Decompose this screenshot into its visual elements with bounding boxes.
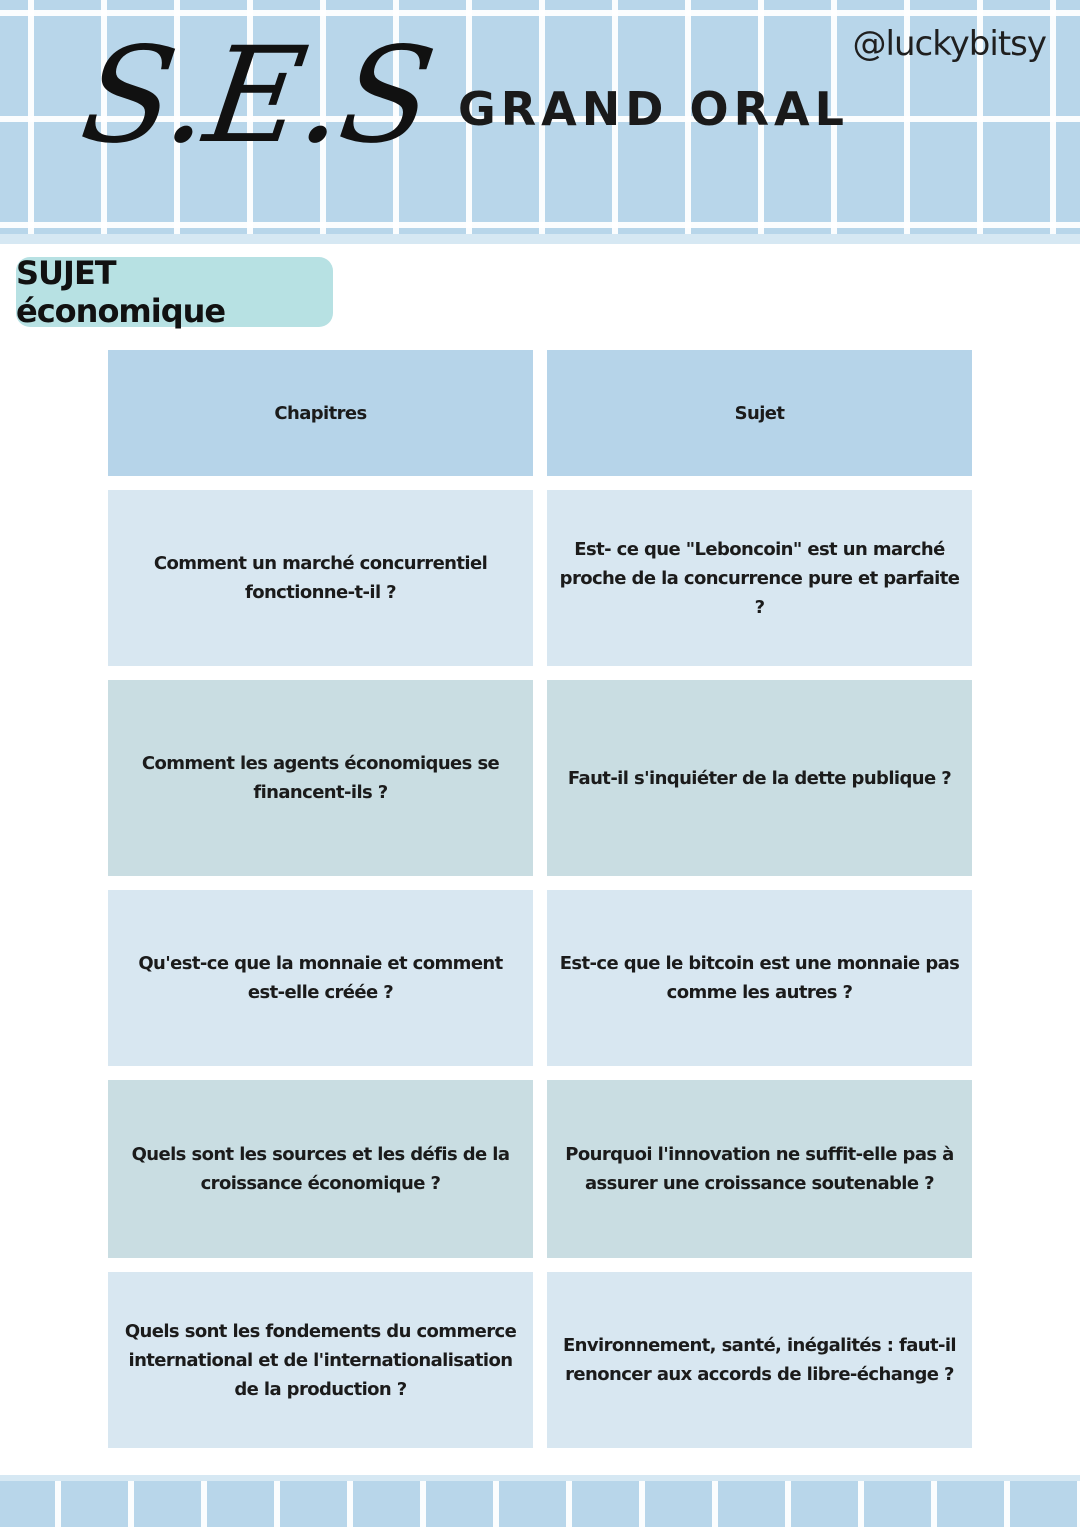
table-header-row <box>108 350 972 476</box>
table-row <box>108 1272 972 1448</box>
chapter-cell: Comment les agents économiques se financent-ils ? <box>108 680 533 876</box>
author-handle: @luckybitsy <box>852 24 1046 64</box>
subject-cell: Faut-il s'inquiéter de la dette publique ? <box>547 680 972 876</box>
chapter-cell: Qu'est-ce que la monnaie et comment est-elle créée ? <box>108 890 533 1066</box>
column-header-chapitres: Chapitres <box>108 350 533 476</box>
table-row <box>108 490 972 666</box>
chapter-cell: Comment un marché concurrentiel fonctionne-t-il ? <box>108 490 533 666</box>
column-header-sujet: Sujet <box>547 350 972 476</box>
footer-tile-band <box>0 1475 1080 1527</box>
chapter-cell: Quels sont les sources et les défis de la croissance économique ? <box>108 1080 533 1258</box>
subjects-table <box>108 350 972 1462</box>
table-row <box>108 680 972 876</box>
table-row <box>108 890 972 1066</box>
subject-cell: Pourquoi l'innovation ne suffit-elle pas à assurer une croissance soutenable ? <box>547 1080 972 1258</box>
subject-cell: Est- ce que "Leboncoin" est un marché proche de la concurrence pure et parfaite ? <box>547 490 972 666</box>
section-label: SUJET économique <box>16 257 333 327</box>
subject-cell: Est-ce que le bitcoin est une monnaie pas comme les autres ? <box>547 890 972 1066</box>
ses-title: S.E.S <box>73 19 442 173</box>
subject-cell: Environnement, santé, inégalités : faut-il renoncer aux accords de libre-échange ? <box>547 1272 972 1448</box>
chapter-cell: Quels sont les fondements du commerce international et de l'internationalisation de la production ? <box>108 1272 533 1448</box>
table-row <box>108 1080 972 1258</box>
grand-oral-title: GRAND ORAL <box>458 82 849 136</box>
